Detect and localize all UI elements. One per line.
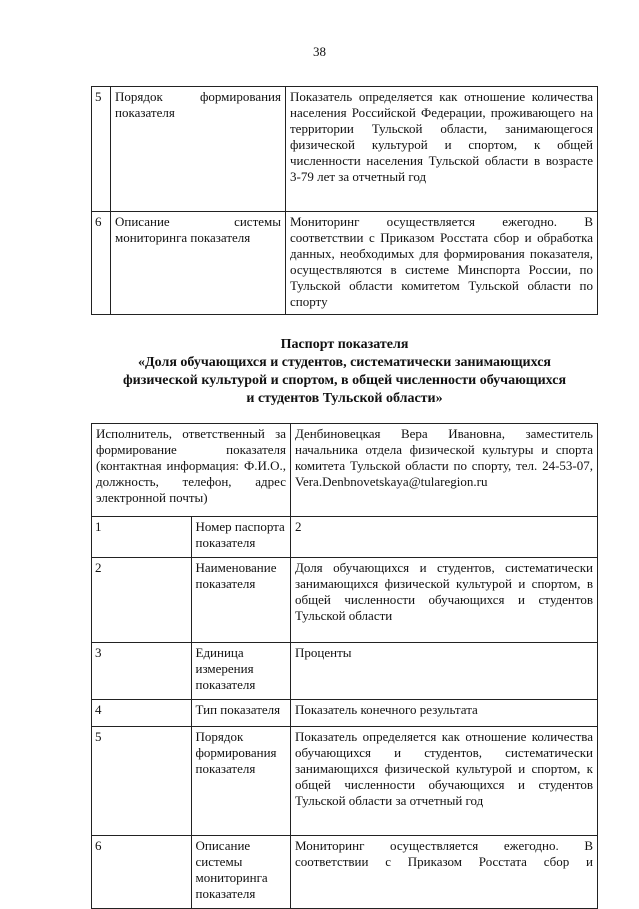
passport-title-line: и студентов Тульской области» [246, 391, 443, 406]
passport-title-line: физической культурой и спортом, в общей численности обучающихся [122, 373, 567, 388]
executor-row [92, 424, 598, 517]
row-value: Показатель определяется как отношение количества населения Российской Федерации, проживающего на территории Тульской области, занимающегося физической культурой и спортом, к общей численности населения Тульской области в возрасте 3-79 лет за отчетный год [286, 87, 598, 212]
executor-label: Исполнитель, ответственный за формирование показателя (контактная информация: Ф.И.О., должность, телефон, адрес электронной почты) [92, 424, 291, 517]
row-number: 4 [92, 700, 192, 727]
table-row [92, 558, 598, 643]
row-value: 2 [291, 517, 598, 558]
row-label: Описание системы мониторинга показателя [111, 212, 286, 315]
row-label: Описание системы мониторинга показателя [191, 836, 291, 909]
row-number: 6 [92, 212, 111, 315]
table-row [92, 87, 598, 212]
row-number: 5 [92, 727, 192, 836]
table-row [92, 212, 598, 315]
table-row [92, 700, 598, 727]
row-value: Проценты [291, 643, 598, 700]
executor-value: Денбиновецкая Вера Ивановна, заместитель начальника отдела физической культуры и спорта комитета Тульской области по спорту, тел. 24-53-07, Vera.Denbnovetskaya@tularegion.ru [291, 424, 598, 517]
row-number: 2 [92, 558, 192, 643]
row-label: Тип показателя [191, 700, 291, 727]
table-row [92, 836, 598, 909]
row-value: Мониторинг осуществляется ежегодно. В соответствии с Приказом Росстата сбор и [291, 836, 598, 909]
row-label: Порядок формирования показателя [191, 727, 291, 836]
row-value: Мониторинг осуществляется ежегодно. В соответствии с Приказом Росстата сбор и обработка данных, необходимых для формирования показателя, осуществляются в системе Минспорта России, по Тульской области комитетом Тульской области по спорту [286, 212, 598, 315]
row-value: Показатель определяется как отношение количества обучающихся и студентов, систематически занимающихся физической культурой и спортом, к общей численности обучающихся и студентов Тульской области за отчетный год [291, 727, 598, 836]
passport-title [91, 336, 598, 408]
row-value: Доля обучающихся и студентов, систематически занимающихся физической культурой и спортом, в общей численности обучающихся и студентов Тульской области [291, 558, 598, 643]
row-label: Порядок формирования показателя [111, 87, 286, 212]
row-number: 3 [92, 643, 192, 700]
row-number: 5 [92, 87, 111, 212]
table-row [92, 643, 598, 700]
table-row [92, 727, 598, 836]
row-number: 1 [92, 517, 192, 558]
table-row [92, 517, 598, 558]
passport-table [91, 423, 598, 909]
row-value: Показатель конечного результата [291, 700, 598, 727]
passport-title-line: «Доля обучающихся и студентов, систематически занимающихся [138, 355, 551, 370]
row-label: Единица измерения показателя [191, 643, 291, 700]
page-number: 38 [313, 44, 326, 59]
indicator-table-continued [91, 86, 598, 315]
row-label: Номер паспорта показателя [191, 517, 291, 558]
row-number: 6 [92, 836, 192, 909]
passport-title-line: Паспорт показателя [280, 337, 409, 352]
row-label: Наименование показателя [191, 558, 291, 643]
